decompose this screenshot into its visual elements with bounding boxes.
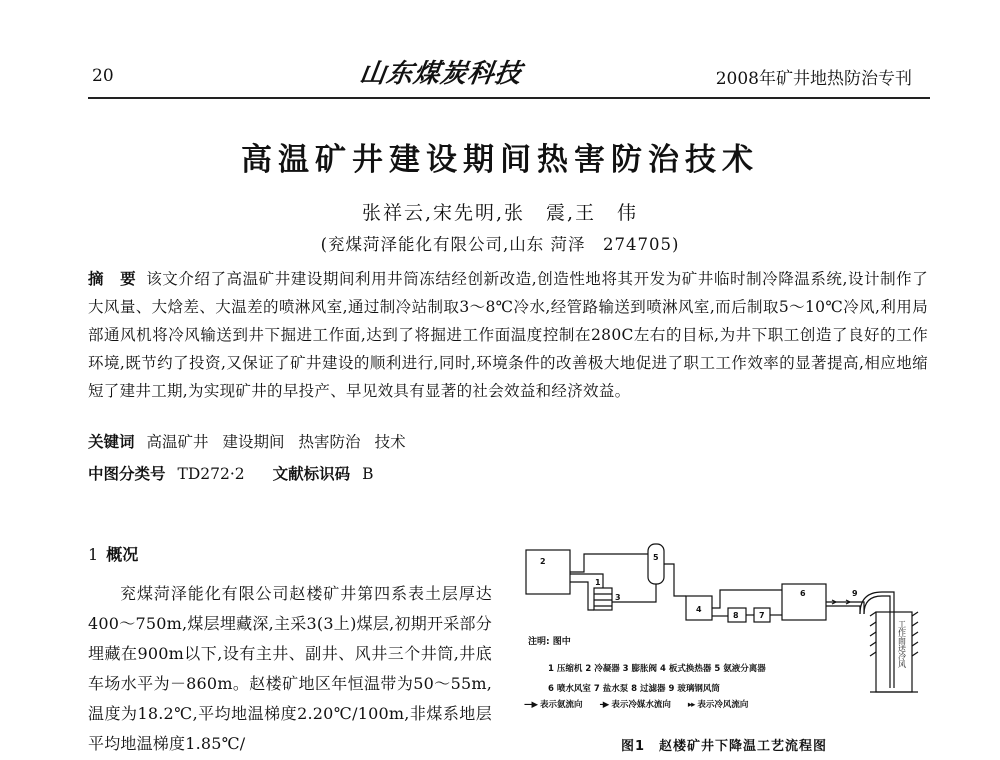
keyword: 高温矿井 <box>146 433 209 451</box>
journal-logo: 山东煤炭科技 <box>357 59 524 89</box>
authors: 张祥云,宋先明,张 震,王 伟 <box>361 202 639 224</box>
doc-code-label: 文献标识码 <box>272 465 351 483</box>
keywords <box>88 430 420 452</box>
article-title: 高温矿井建设期间热害防治技术 <box>241 142 759 178</box>
classification-label: 中图分类号 <box>88 465 166 483</box>
compressor-unit <box>594 588 612 610</box>
component-label: 4 <box>696 605 702 614</box>
component-label: 5 <box>653 553 659 562</box>
condenser-box <box>526 550 570 594</box>
separator-tank <box>648 544 664 584</box>
component-label: 1 <box>595 578 601 587</box>
doc-code-value: B <box>362 465 374 483</box>
component-label: 7 <box>759 611 765 620</box>
figure-caption: 图1 赵楼矿井下降温工艺流程图 <box>620 739 828 754</box>
figure <box>514 530 934 760</box>
affiliation: (兖煤菏泽能化有限公司,山东 菏泽 274705) <box>320 235 680 254</box>
abstract <box>88 265 928 405</box>
component-label: 9 <box>852 589 858 598</box>
body-paragraph: 兖煤菏泽能化有限公司赵楼矿井第四系表土层厚达400～750m,煤层埋藏深,主采3(3上)煤层,初期开采部分埋藏在900m以下,设有主井、副井、风井三个井筒,井底车场水平为－860m。赵楼矿地区年恒温带为50～55m,温度为18.2℃,平均地温梯度2.20℃/100m,非煤系地层平均地温梯度1.85℃/ <box>88 584 492 753</box>
legend-flow-item: 表示冷风流向 <box>697 700 749 710</box>
section-heading <box>88 542 138 565</box>
component-label: 8 <box>733 611 739 620</box>
classification-value: TD272·2 <box>177 465 245 483</box>
legend-flow-item: 表示冷媒水流向 <box>611 700 671 710</box>
keyword: 建设期间 <box>222 433 285 451</box>
process-flow-diagram <box>514 530 934 760</box>
section-number: 1 <box>88 545 99 564</box>
abstract-label: 摘 要 <box>88 270 137 288</box>
component-label: 3 <box>615 593 621 602</box>
section-title: 概况 <box>106 545 139 564</box>
abstract-text: 该文介绍了高温矿井建设期间利用井筒冻结经创新改造,创造性地将其开发为矿井临时制冷降温系统,设计制作了大风量、大焓差、大温差的喷淋风室,通过制冷站制取3～8℃冷水,经管路输送到喷淋风室,而后制取5～10℃冷风,利用局部通风机将冷风输送到井下掘进工作面,达到了将掘进工作面温度控制在280C左右的目标,为井下职工创造了良好的工作环境,既节约了投资,又保证了矿井建设的顺利进行,同时,环境条件的改善极大地促进了职工工作效率的显著提高,相应地缩短了建井工期,为实现矿井的早投产、早见效具有显著的社会效益和经济效益。 <box>88 270 929 400</box>
keyword: 技术 <box>374 433 406 451</box>
component-label: 2 <box>540 557 546 566</box>
figure-note: 注明: 图中 <box>528 637 571 647</box>
legend-components-2: 6 喷水风室 7 盐水泵 8 过滤器 9 玻璃钢风筒 <box>548 684 720 694</box>
classification <box>88 462 374 484</box>
page-number: 20 <box>92 66 114 86</box>
component-label: 6 <box>800 589 806 598</box>
shaft-label: 工作面送冷风 <box>897 620 907 668</box>
legend-flow: —▶ 表示氨流向 –▶ 表示冷媒水流向 ▸▸ 表示冷风流向 <box>524 700 749 710</box>
keywords-label: 关键词 <box>88 433 135 451</box>
header-rule <box>88 97 930 99</box>
legend-components-1: 1 压缩机 2 冷凝器 3 膨胀阀 4 板式换热器 5 氨液分离器 <box>548 664 766 674</box>
issue-label: 2008年矿井地热防治专刊 <box>715 69 912 89</box>
legend-flow-item: 表示氨流向 <box>540 700 583 710</box>
keyword: 热害防治 <box>298 433 361 451</box>
